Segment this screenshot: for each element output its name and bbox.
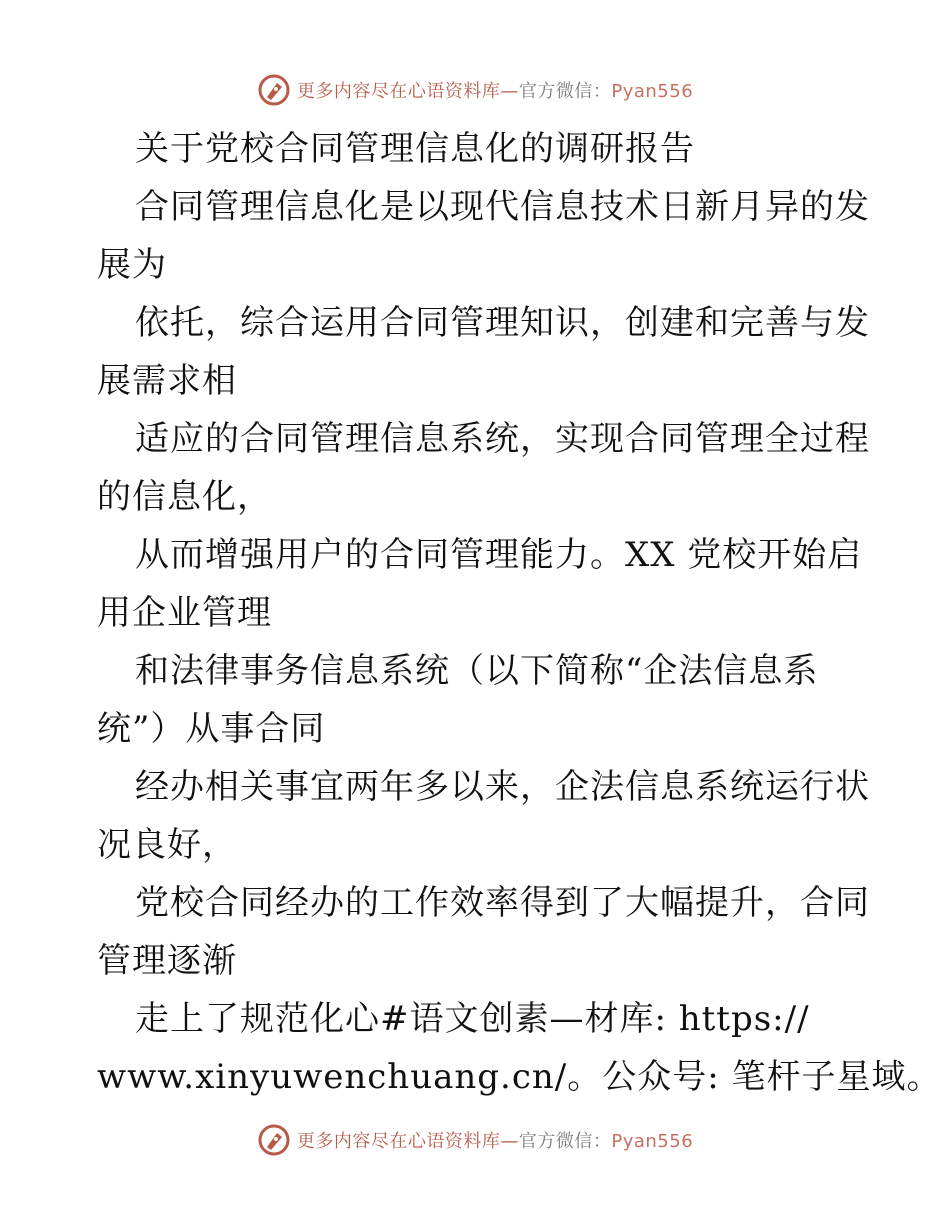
pen-nib-icon — [257, 1123, 291, 1157]
text-line: 合同管理信息化是以现代信息技术日新月异的发 — [135, 187, 870, 227]
watermark-text — [297, 1127, 693, 1153]
footer-watermark — [0, 1120, 950, 1160]
text-line: www.xinyuwenchuang.cn/。公众号: 笔杆子星域。 — [97, 1057, 942, 1097]
text-line: 和法律事务信息系统（以下简称“企法信息系 — [135, 651, 819, 691]
text-line: 党校合同经办的工作效率得到了大幅提升，合同 — [135, 883, 870, 923]
watermark-wechat-label: 官方微信： — [518, 81, 612, 102]
document-body — [97, 120, 942, 1106]
text-line: 关于党校合同管理信息化的调研报告 — [135, 129, 695, 169]
text-line: 走上了规范化心#语文创素—材库: https:// — [135, 999, 810, 1039]
text-line: 展为 — [97, 245, 167, 285]
pen-nib-icon — [257, 73, 291, 107]
text-line: 适应的合同管理信息系统，实现合同管理全过程 — [135, 419, 870, 459]
watermark-wechat-handle: Pyan556 — [611, 1131, 694, 1152]
watermark-brand: 更多内容尽在心语资料库— — [296, 81, 519, 102]
header-watermark — [0, 70, 950, 110]
watermark-wechat-handle: Pyan556 — [611, 81, 694, 102]
text-line: 依托，综合运用合同管理知识，创建和完善与发 — [135, 303, 870, 343]
text-line: 展需求相 — [97, 361, 237, 401]
watermark-text — [297, 77, 693, 103]
text-line: 况良好， — [97, 825, 237, 865]
text-line: 管理逐渐 — [97, 941, 237, 981]
text-line: 用企业管理 — [97, 593, 272, 633]
text-line: 经办相关事宜两年多以来，企法信息系统运行状 — [135, 767, 870, 807]
text-line: 统”）从事合同 — [97, 709, 326, 749]
text-line: 的信息化， — [97, 477, 272, 517]
text-line: 从而增强用户的合同管理能力。XX 党校开始启 — [135, 535, 863, 575]
watermark-wechat-label: 官方微信： — [518, 1131, 612, 1152]
watermark-brand: 更多内容尽在心语资料库— — [296, 1131, 519, 1152]
